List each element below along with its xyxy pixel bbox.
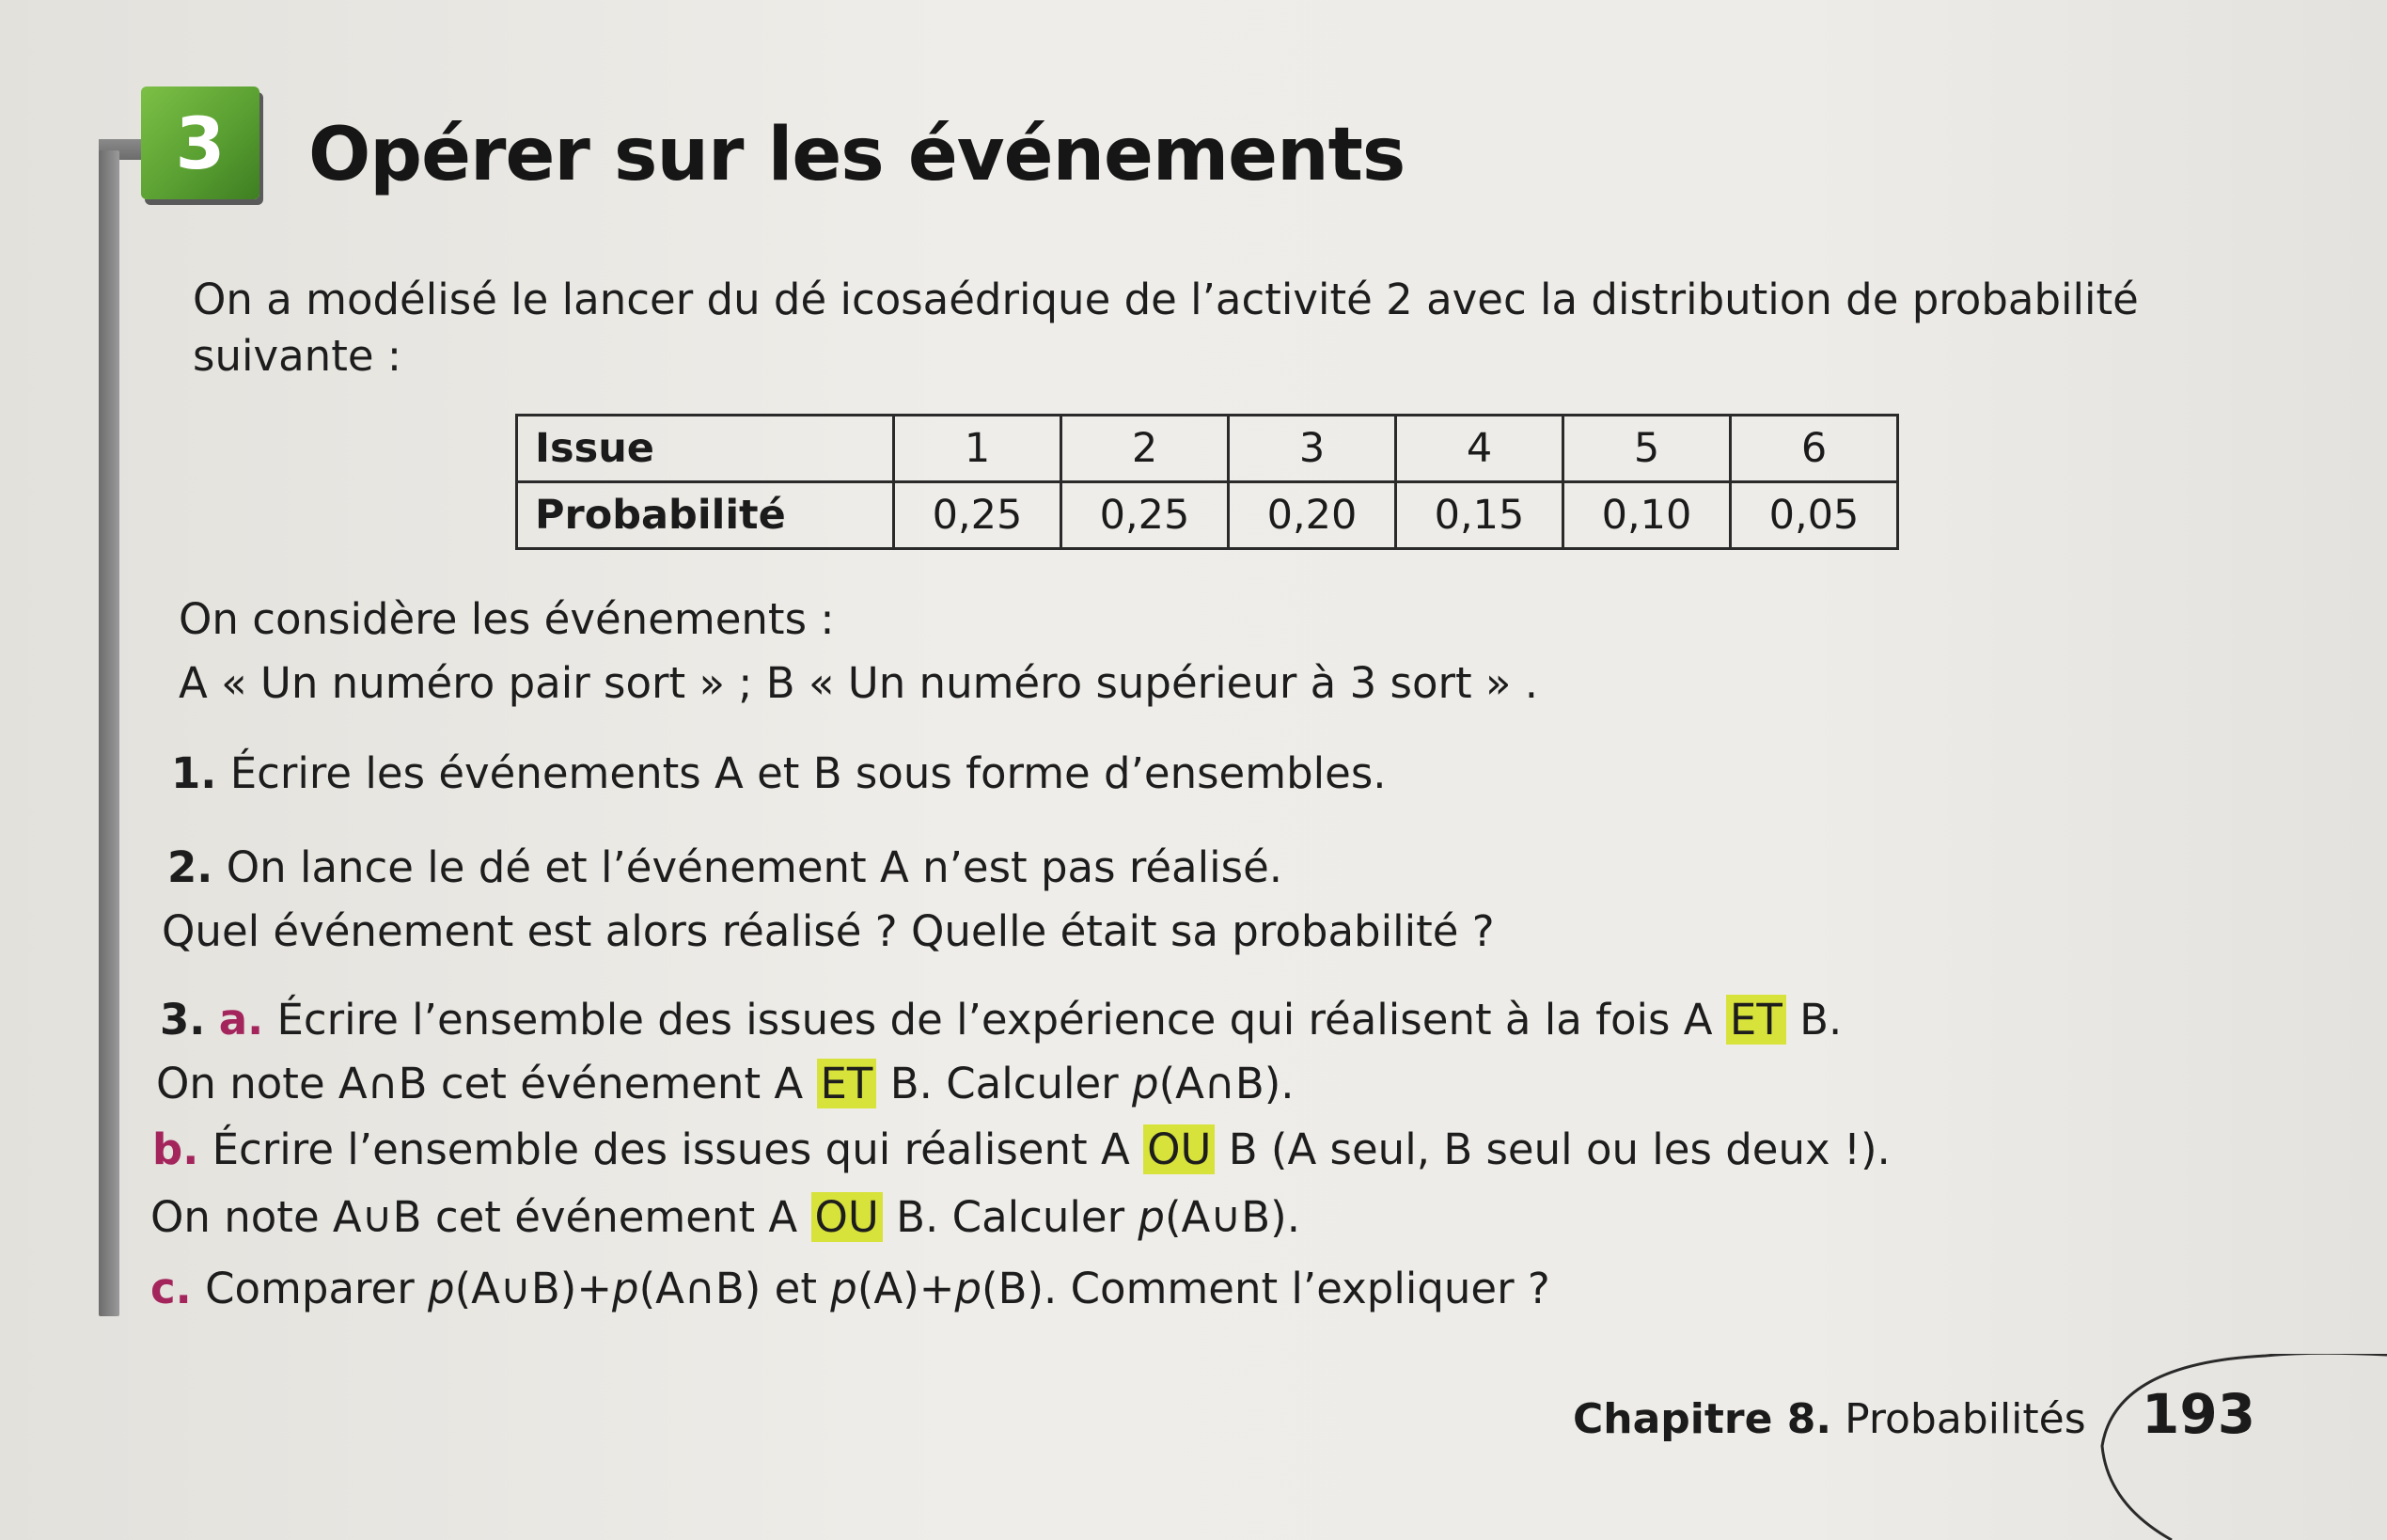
p-symbol: p — [1138, 1192, 1165, 1242]
question-3c-expr-1: (A∪B)+ — [454, 1264, 613, 1313]
question-1 — [171, 748, 1387, 798]
table-cell-prob-4: 0,15 — [1396, 482, 1563, 549]
events-intro: On considère les événements : — [179, 594, 835, 644]
question-3b-calc: B. Calculer — [896, 1192, 1125, 1242]
question-3a-letter: a. — [218, 995, 264, 1045]
table-cell-prob-5: 0,10 — [1563, 482, 1731, 549]
table-cell-prob-6: 0,05 — [1731, 482, 1898, 549]
question-3c-expr-4: (B). Comment l’expliquer ? — [981, 1264, 1550, 1313]
p-symbol: p — [612, 1264, 639, 1313]
highlight-ou: OU — [1143, 1124, 1215, 1174]
events-definition: A « Un numéro pair sort » ; B « Un numéro supérieur à 3 sort » . — [179, 658, 1539, 708]
table-row-issues — [517, 416, 1898, 482]
p-symbol: p — [428, 1264, 455, 1313]
table-cell-issue-6: 6 — [1731, 416, 1898, 482]
question-3b-text-end: B (A seul, B seul ou les deux !). — [1228, 1124, 1891, 1174]
table-cell-issue-5: 5 — [1563, 416, 1731, 482]
table-header-issue: Issue — [517, 416, 894, 482]
p-symbol: p — [954, 1264, 982, 1313]
table-row-probabilities — [517, 482, 1898, 549]
question-3c-text: Comparer — [205, 1264, 415, 1313]
table-cell-prob-1: 0,25 — [894, 482, 1061, 549]
footer-chapter-name: Probabilités — [1845, 1395, 2086, 1443]
question-3c-expr-2: (A∩B) et — [638, 1264, 817, 1313]
table-cell-prob-2: 0,25 — [1061, 482, 1229, 549]
table-header-probability: Probabilité — [517, 482, 894, 549]
question-1-text: Écrire les événements A et B sous forme d’ensembles. — [229, 748, 1387, 798]
question-3b-note: On note A∪B cet événement A — [150, 1192, 798, 1242]
p-symbol: p — [830, 1264, 857, 1313]
question-3b-expr: (A∪B). — [1165, 1192, 1301, 1242]
question-3a — [160, 995, 1842, 1045]
footer-chapter-number: Chapitre 8. — [1573, 1395, 1832, 1443]
question-3a-line-2 — [156, 1059, 1295, 1108]
table-cell-prob-3: 0,20 — [1229, 482, 1396, 549]
section-number: 3 — [175, 101, 226, 185]
question-2 — [167, 842, 1282, 892]
highlight-et: ET — [1726, 995, 1786, 1045]
section-title: Opérer sur les événements — [308, 113, 1406, 197]
page-number: 193 — [2142, 1382, 2256, 1446]
question-2-number: 2. — [167, 842, 213, 892]
question-3b-line-2 — [150, 1192, 1300, 1242]
question-3c-letter: c. — [150, 1264, 192, 1313]
footer-chapter — [1573, 1395, 2086, 1443]
question-2-text: On lance le dé et l’événement A n’est pas réalisé. — [226, 842, 1283, 892]
question-1-number: 1. — [171, 748, 217, 798]
table-cell-issue-1: 1 — [894, 416, 1061, 482]
question-3a-text: Écrire l’ensemble des issues de l’expérience qui réalisent à la fois A — [276, 995, 1713, 1045]
question-3c — [150, 1264, 1550, 1313]
question-3b-letter: b. — [152, 1124, 199, 1174]
question-3-number: 3. — [160, 995, 206, 1045]
question-3c-expr-3: (A)+ — [856, 1264, 955, 1313]
highlight-ou-2: OU — [811, 1192, 883, 1242]
question-3b-text: Écrire l’ensemble des issues qui réalisent A — [212, 1124, 1130, 1174]
table-cell-issue-3: 3 — [1229, 416, 1396, 482]
question-3b — [152, 1124, 1891, 1174]
question-3a-note: On note A∩B cet événement A — [156, 1059, 804, 1108]
section-number-badge — [141, 86, 259, 199]
question-2-line-2: Quel événement est alors réalisé ? Quelle était sa probabilité ? — [162, 906, 1495, 956]
table-cell-issue-4: 4 — [1396, 416, 1563, 482]
question-3a-expr: (A∩B). — [1158, 1059, 1295, 1108]
section-bracket-bar — [99, 150, 119, 1316]
intro-line-2: suivante : — [193, 331, 401, 381]
question-3a-calc: B. Calculer — [889, 1059, 1119, 1108]
probability-table — [515, 414, 1899, 550]
p-symbol: p — [1131, 1059, 1159, 1108]
highlight-et-2: ET — [817, 1059, 877, 1108]
question-3a-text-end: B. — [1799, 995, 1843, 1045]
intro-line-1: On a modélisé le lancer du dé icosaédrique de l’activité 2 avec la distribution de probabilité — [193, 275, 2139, 324]
table-cell-issue-2: 2 — [1061, 416, 1229, 482]
